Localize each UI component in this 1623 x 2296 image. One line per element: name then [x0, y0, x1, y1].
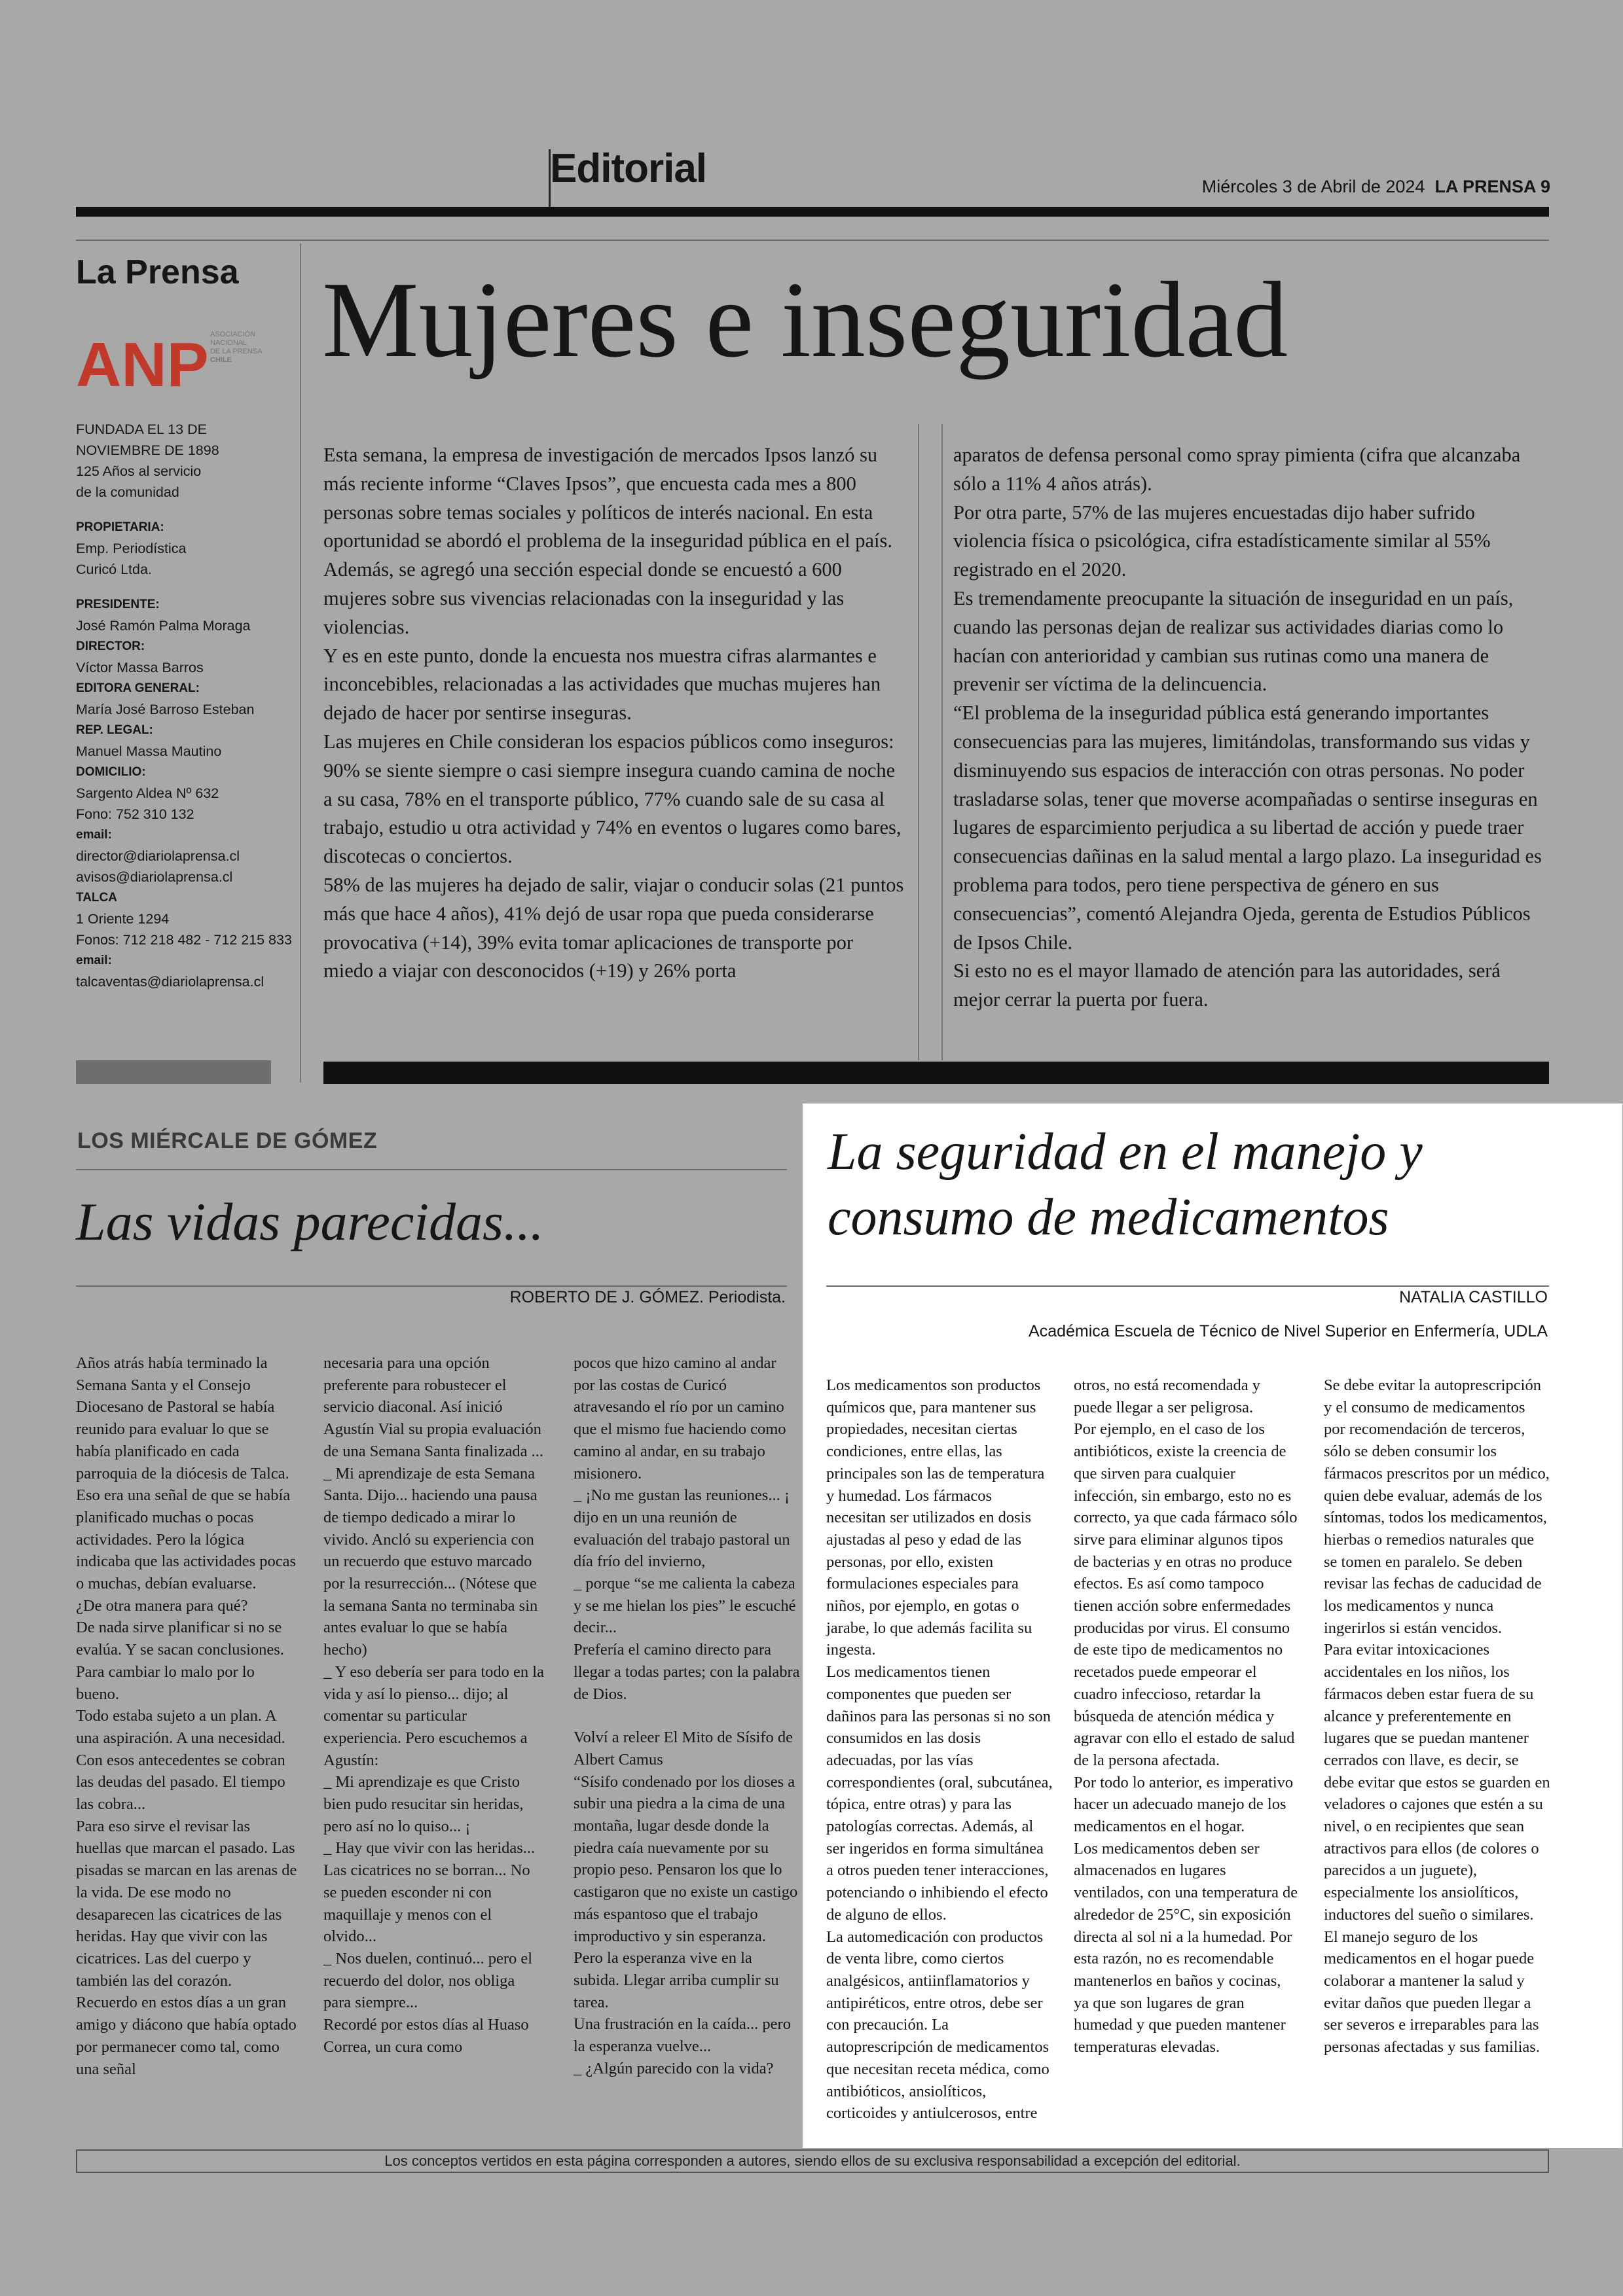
- issue-date: Miércoles 3 de Abril de 2024: [1201, 177, 1425, 196]
- gomez-paragraph-spacer: [574, 1705, 800, 1727]
- legal-label: REP. LEGAL:: [76, 723, 153, 737]
- gomez-column-2: [323, 1352, 546, 2058]
- gomez-paragraph: Volví a releer El Mito de Sísifo de Albert Camus: [574, 1729, 793, 1768]
- medicamentos-paragraph: Se debe evitar la autoprescripción y el consumo de medicamentos por recomendación de terceros, sólo se deben consumir los fármacos prescritos por un médico, quien debe evaluar, además de los síntomas, todos los medicamentos, hierbas o remedios naturales que se tomen en paralelo. Se deben revisar las fechas de caducidad de los medicamentos y nunca ingerirlos si están vencidos.: [1324, 1376, 1550, 1637]
- editorial-bottom-bar: [323, 1062, 1549, 1084]
- medicamentos-column-3: [1324, 1374, 1550, 2058]
- founded-3: 125 Años al servicio: [76, 463, 202, 479]
- anp-logo: [76, 326, 272, 395]
- gomez-paragraph: _ Hay que vivir con las heridas... Las cicatrices no se borran... No se pueden esconder ni con maquillaje y menos con el olvido...: [323, 1839, 536, 1946]
- section-label: Editorial: [550, 146, 707, 191]
- email-label: email:: [76, 828, 112, 842]
- president-name: José Ramón Palma Moraga: [76, 618, 251, 634]
- column-kicker: LOS MIÉRCALE DE GÓMEZ: [77, 1128, 378, 1153]
- gomez-paragraph: Años atrás había terminado la Semana Santa y el Consejo Diocesano de Pastoral se había reunido para evaluar lo que se había planificado en cada parroquia de la diócesis de Talca. Eso era una señal de que se había planificado muchas o pocas actividades. Pero la lógica indicaba que las actividades pocas o muchas, debían evaluarse.: [76, 1354, 297, 1593]
- phone: Fono: 752 310 132: [76, 806, 194, 822]
- gomez-paragraph: Recuerdo en estos días a un gran amigo y diácono que había optado por permanecer como tal, como una señal: [76, 1994, 297, 2078]
- founded-2: NOVIEMBRE DE 1898: [76, 442, 219, 458]
- gomez-author: ROBERTO DE J. GÓMEZ. Periodista.: [509, 1288, 786, 1306]
- gomez-paragraph: Una frustración en la caída... pero la esperanza vuelve...: [574, 2015, 791, 2056]
- medicamentos-paragraph: Los medicamentos son productos químicos que, para mantener sus propiedades, necesitan ciertas condiciones, entre ellas, las principales son las de temperatura y humedad. Los fármacos necesitan ser utilizados en dosis ajustadas al peso y edad de las personas, por ello, existen formulaciones especiales para niños, por ejemplo, en gotas o jarabe, lo que además facilita su ingesta.: [826, 1376, 1045, 1659]
- editor-name: María José Barroso Esteban: [76, 702, 255, 717]
- president-label: PRESIDENTE:: [76, 598, 160, 611]
- anp-logo-icon: [76, 326, 272, 391]
- page-number: LA PRENSA 9: [1434, 177, 1550, 196]
- medicamentos-author: NATALIA CASTILLO: [1399, 1288, 1548, 1306]
- talca-address: 1 Oriente 1294: [76, 911, 170, 927]
- owner-label: PROPIETARIA:: [76, 520, 164, 534]
- gomez-paragraph: pocos que hizo camino al andar por las costas de Curicó atravesando el río por un camino que el mismo fue haciendo como camino al andar, en su trabajo misionero.: [574, 1354, 786, 1482]
- address-label: DOMICILIO:: [76, 765, 146, 779]
- gomez-paragraph: Prefería el camino directo para llegar a todas partes; con la palabra de Dios.: [574, 1641, 800, 1703]
- medicamentos-affiliation: Académica Escuela de Técnico de Nivel Superior en Enfermería, UDLA: [1029, 1322, 1548, 1340]
- email-avisos: avisos@diariolaprensa.cl: [76, 869, 233, 885]
- gomez-top-rule: [76, 1169, 787, 1170]
- medicamentos-title-line-1: La seguridad en el manejo y: [828, 1123, 1423, 1181]
- medicamentos-title-rule: [826, 1285, 1549, 1287]
- anp-caption-2: NACIONAL: [210, 339, 247, 347]
- gomez-paragraph: _ ¡No me gustan las reuniones... ¡ dijo en un una reunión de evaluación del trabajo pastoral un día frío del invierno,: [574, 1486, 790, 1571]
- address: Sargento Aldea Nº 632: [76, 785, 219, 801]
- email-director: director@diariolaprensa.cl: [76, 848, 240, 864]
- header-date-line: [1113, 177, 1550, 197]
- editorial-column-2: [953, 441, 1550, 1014]
- medicamentos-paragraph: Por ejemplo, en el caso de los antibióticos, existe la creencia de que sirven para cualquier infección, sin embargo, esto no es correcto, ya que cada fármaco sólo sirve para eliminar algunos tipos de bacterias y en otras no produce efectos. Es así como tampoco tienen acción sobre enfermedades producidas por virus. El consumo de este tipo de medicamentos no recetados puede empeorar el cuadro infeccioso, retardar la búsqueda de atención médica y agravar con ello el estado de salud de la persona afectada.: [1074, 1420, 1298, 1769]
- editorial-column-1: [323, 441, 907, 986]
- medicamentos-paragraph: La automedicación con productos de venta libre, como ciertos analgésicos, antiinflamatorios y antipiréticos, entre otros, debe ser con precaución. La autoprescripción de medicamentos que necesitan receta médica, como antibióticos, ansiolíticos, corticoides y antiulcerosos, entre: [826, 1928, 1049, 2123]
- medicamentos-title: [828, 1119, 1613, 1250]
- editorial-column-divider: [941, 424, 943, 1060]
- medicamentos-title-line-2: consumo de medicamentos: [828, 1189, 1389, 1246]
- gomez-title-rule: [76, 1285, 787, 1287]
- masthead-info: [76, 419, 299, 992]
- gomez-paragraph: Todo estaba sujeto a un plan. A una aspiración. A una necesidad.: [76, 1707, 285, 1747]
- legal-name: Manuel Massa Mautino: [76, 744, 222, 759]
- gomez-paragraph: ¿De otra manera para qué?: [76, 1596, 248, 1615]
- anp-caption-3: DE LA PRENSA: [210, 348, 263, 355]
- talca-email: talcaventas@diariolaprensa.cl: [76, 974, 264, 990]
- gomez-paragraph: Con esos antecedentes se cobran las deudas del pasado. El tiempo las cobra...: [76, 1751, 285, 1814]
- director-label: DIRECTOR:: [76, 639, 145, 653]
- editorial-paragraph: Por otra parte, 57% de las mujeres encuestadas dijo haber sufrido violencia física o psicológica, cifra estadísticamente similar al 55% registrado en el 2020.: [953, 501, 1491, 581]
- gomez-paragraph: _ Nos duelen, continuó... pero el recuerdo del dolor, nos obliga para siempre...: [323, 1949, 533, 2012]
- founded-1: FUNDADA EL 13 DE: [76, 422, 207, 437]
- gomez-paragraph: necesaria para una opción preferente para robustecer el servicio diaconal. Así inició Agustín Vial su propia evaluación de una Semana Santa finalizada ...: [323, 1354, 544, 1460]
- anp-logo-letters: ANP: [76, 330, 209, 391]
- gomez-paragraph: De nada sirve planificar si no se evalúa. Y se sacan conclusiones. Para cambiar lo malo por lo bueno.: [76, 1619, 284, 1703]
- gomez-paragraph: _ Mi aprendizaje es que Cristo bien pudo resucitar sin heridas, pero así no lo quiso... ¡: [323, 1773, 524, 1835]
- gomez-paragraph: Pero la esperanza vive en la subida. Llegar arriba cumplir su tarea.: [574, 1949, 779, 2011]
- gomez-column-3: [574, 1352, 800, 2080]
- gomez-paragraph: _ ¿Algún parecido con la vida?: [574, 2059, 774, 2077]
- masthead-bar: [76, 1060, 271, 1084]
- gomez-paragraph: Recordé por estos días al Huaso Correa, un cura como: [323, 2016, 529, 2056]
- gomez-paragraph: _ Y eso debería ser para todo en la vida y así lo pienso... dijo; al comentar su particular experiencia. Pero escuchemos a Agustín:: [323, 1662, 544, 1769]
- gomez-paragraph: Para eso sirve el revisar las huellas que marcan el pasado. Las pisadas se marcan en las arenas de la vida. De ese modo no desaparecen las cicatrices de las heridas. Hay que vivir con las cicatrices. Las del cuerpo y también las del corazón.: [76, 1817, 297, 1990]
- header-rule-thick: [76, 207, 1549, 217]
- editorial-paragraph: Esta semana, la empresa de investigación de mercados Ipsos lanzó su más reciente informe “Claves Ipsos”, que encuesta cada mes a 800 personas sobre temas sociales y políticos de interés nacional. En esta oportunidad se abordó el problema de la inseguridad pública en el país.: [323, 444, 892, 552]
- page-disclaimer: Los conceptos vertidos en esta página corresponden a autores, siendo ellos de su exclusiva responsabilidad a excepción del editorial.: [76, 2149, 1549, 2173]
- editor-label: EDITORA GENERAL:: [76, 681, 200, 695]
- owner-2: Curicó Ltda.: [76, 562, 152, 577]
- editorial-title: Mujeres e inseguridad: [322, 259, 1288, 380]
- editorial-paragraph: aparatos de defensa personal como spray pimienta (cifra que alcanzaba sólo a 11% 4 años atrás).: [953, 444, 1521, 495]
- talca-label: TALCA: [76, 891, 117, 905]
- founded-4: de la comunidad: [76, 484, 179, 500]
- medicamentos-paragraph: El manejo seguro de los medicamentos en el hogar puede colaborar a mantener la salud y evitar daños que pueden llegar a ser severos e irreparables para las personas afectadas y sus familias.: [1324, 1928, 1540, 2056]
- editorial-paragraph: Y es en este punto, donde la encuesta nos muestra cifras alarmantes e inconcebibles, relacionadas a las actividades que muchas mujeres han dejado de hacer por sentirse inseguras.: [323, 644, 881, 725]
- header-rule-thin: [76, 240, 1549, 241]
- brand-name: La Prensa: [76, 253, 239, 291]
- medicamentos-column-2: [1074, 1374, 1299, 2058]
- editorial-paragraph: Las mujeres en Chile consideran los espacios públicos como inseguros: 90% se siente siempre o casi siempre insegura cuando camina de noche a su casa, 78% en el transporte público, 77% cuando sale de su casa al trabajo, estudio u otra actividad y 74% en eventos o lugares como bares, discotecas o conciertos.: [323, 730, 902, 868]
- medicamentos-column-1: [826, 1374, 1053, 2125]
- owner-1: Emp. Periodística: [76, 541, 187, 556]
- gomez-title: Las vidas parecidas...: [76, 1192, 544, 1251]
- masthead-divider: [300, 243, 301, 1083]
- talca-phones: Fonos: 712 218 482 - 712 215 833: [76, 932, 292, 948]
- gomez-paragraph: _ porque “se me calienta la cabeza y se me hielan los pies” le escuché decir...: [574, 1575, 796, 1637]
- anp-caption-4: CHILE: [210, 356, 232, 364]
- editorial-paragraph: Además, se agregó una sección especial donde se encuestó a 600 mujeres sobre sus vivencias relacionadas con la inseguridad y las violencias.: [323, 558, 845, 638]
- medicamentos-paragraph: Los medicamentos tienen componentes que pueden ser dañinos para las personas si no son consumidos en las dosis adecuadas, por las vías correspondientes (oral, subcutánea, tópica, entre otras) y para las patologías correctas. Además, al ser ingeridos en forma simultánea a otros pueden tener interacciones, potenciando o inhibiendo el efecto de alguno de ellos.: [826, 1663, 1053, 1924]
- medicamentos-paragraph: Por todo lo anterior, es imperativo hacer un adecuado manejo de los medicamentos en el hogar.: [1074, 1773, 1294, 1836]
- talca-email-label: email:: [76, 954, 112, 967]
- editorial-paragraph: Es tremendamente preocupante la situación de inseguridad en un país, cuando las personas dejan de realizar sus actividades diarias como lo hacían con anterioridad y cambian sus rutinas como una manera de prevenir ser víctima de la delincuencia.: [953, 586, 1514, 696]
- editorial-column-divider: [918, 424, 919, 1060]
- editorial-paragraph: Si esto no es el mayor llamado de atención para las autoridades, será mejor cerrar la puerta por fuera.: [953, 960, 1501, 1011]
- editorial-paragraph: 58% de las mujeres ha dejado de salir, viajar o conducir solas (21 puntos más que hace 4 años), 41% dejó de usar ropa que pueda considerarse provocativa (+14), 39% evita tomar aplicaciones de transporte por miedo a viajar con desconocidos (+19) y 26% porta: [323, 873, 904, 982]
- gomez-paragraph: _ Mi aprendizaje de esta Semana Santa. Dijo... haciendo una pausa de tiempo dedicado a mirar lo vivido. Ancló su experiencia con un recuerdo que estuvo marcado por la resurrección... (Nótese que la semana Santa no terminaba sin antes evaluar lo que se había hecho): [323, 1464, 538, 1659]
- editorial-paragraph: “El problema de la inseguridad pública está generando importantes consecuencias para las mujeres, limitándolas, transformando sus vidas y disminuyendo sus espacios de interacción con otras personas. No poder trasladarse solas, tener que moverse acompañadas o sentirse inseguras en lugares de esparcimiento perjudica a su libertad de acción y puede traer consecuencias dañinas en la salud mental a largo plazo. La inseguridad es problema para todos, pero tiene perspectiva de género en sus consecuencias”, comentó Alejandra Ojeda, gerenta de Estudios Públicos de Ipsos Chile.: [953, 702, 1542, 954]
- anp-caption-1: ASOCIACIÓN: [210, 331, 256, 338]
- gomez-column-1: [76, 1352, 299, 2080]
- gomez-paragraph: “Sísifo condenado por los dioses a subir una piedra a la cima de una montaña, lugar desde donde la piedra caía nuevamente por su propio peso. Pensaron los que lo castigaron que no existe un castigo más espantoso que el trabajo improductivo y sin esperanza.: [574, 1772, 798, 1945]
- medicamentos-paragraph: Para evitar intoxicaciones accidentales en los niños, los fármacos deben estar fuera de su alcance y preferentemente en lugares que se puedan mantener cerrados con llave, es decir, se debe evitar que estos se guarden en veladores o cajones que estén a su nivel, o en recipientes que sean atractivos para ellos (de colores o parecidos a un juguete), especialmente los ansiolíticos, inductores del sueño o similares.: [1324, 1641, 1550, 1924]
- medicamentos-paragraph: otros, no está recomendada y puede llegar a ser peligrosa.: [1074, 1376, 1261, 1416]
- medicamentos-paragraph: Los medicamentos deben ser almacenados en lugares ventilados, con una temperatura de alrededor de 25°C, sin exposición directa al sol ni a la humedad. Por esta razón, no es recomendable mantenerlos en baños y cocinas, ya que son lugares de gran humedad y que pueden mantener temperaturas elevadas.: [1074, 1839, 1298, 2056]
- director-name: Víctor Massa Barros: [76, 660, 204, 675]
